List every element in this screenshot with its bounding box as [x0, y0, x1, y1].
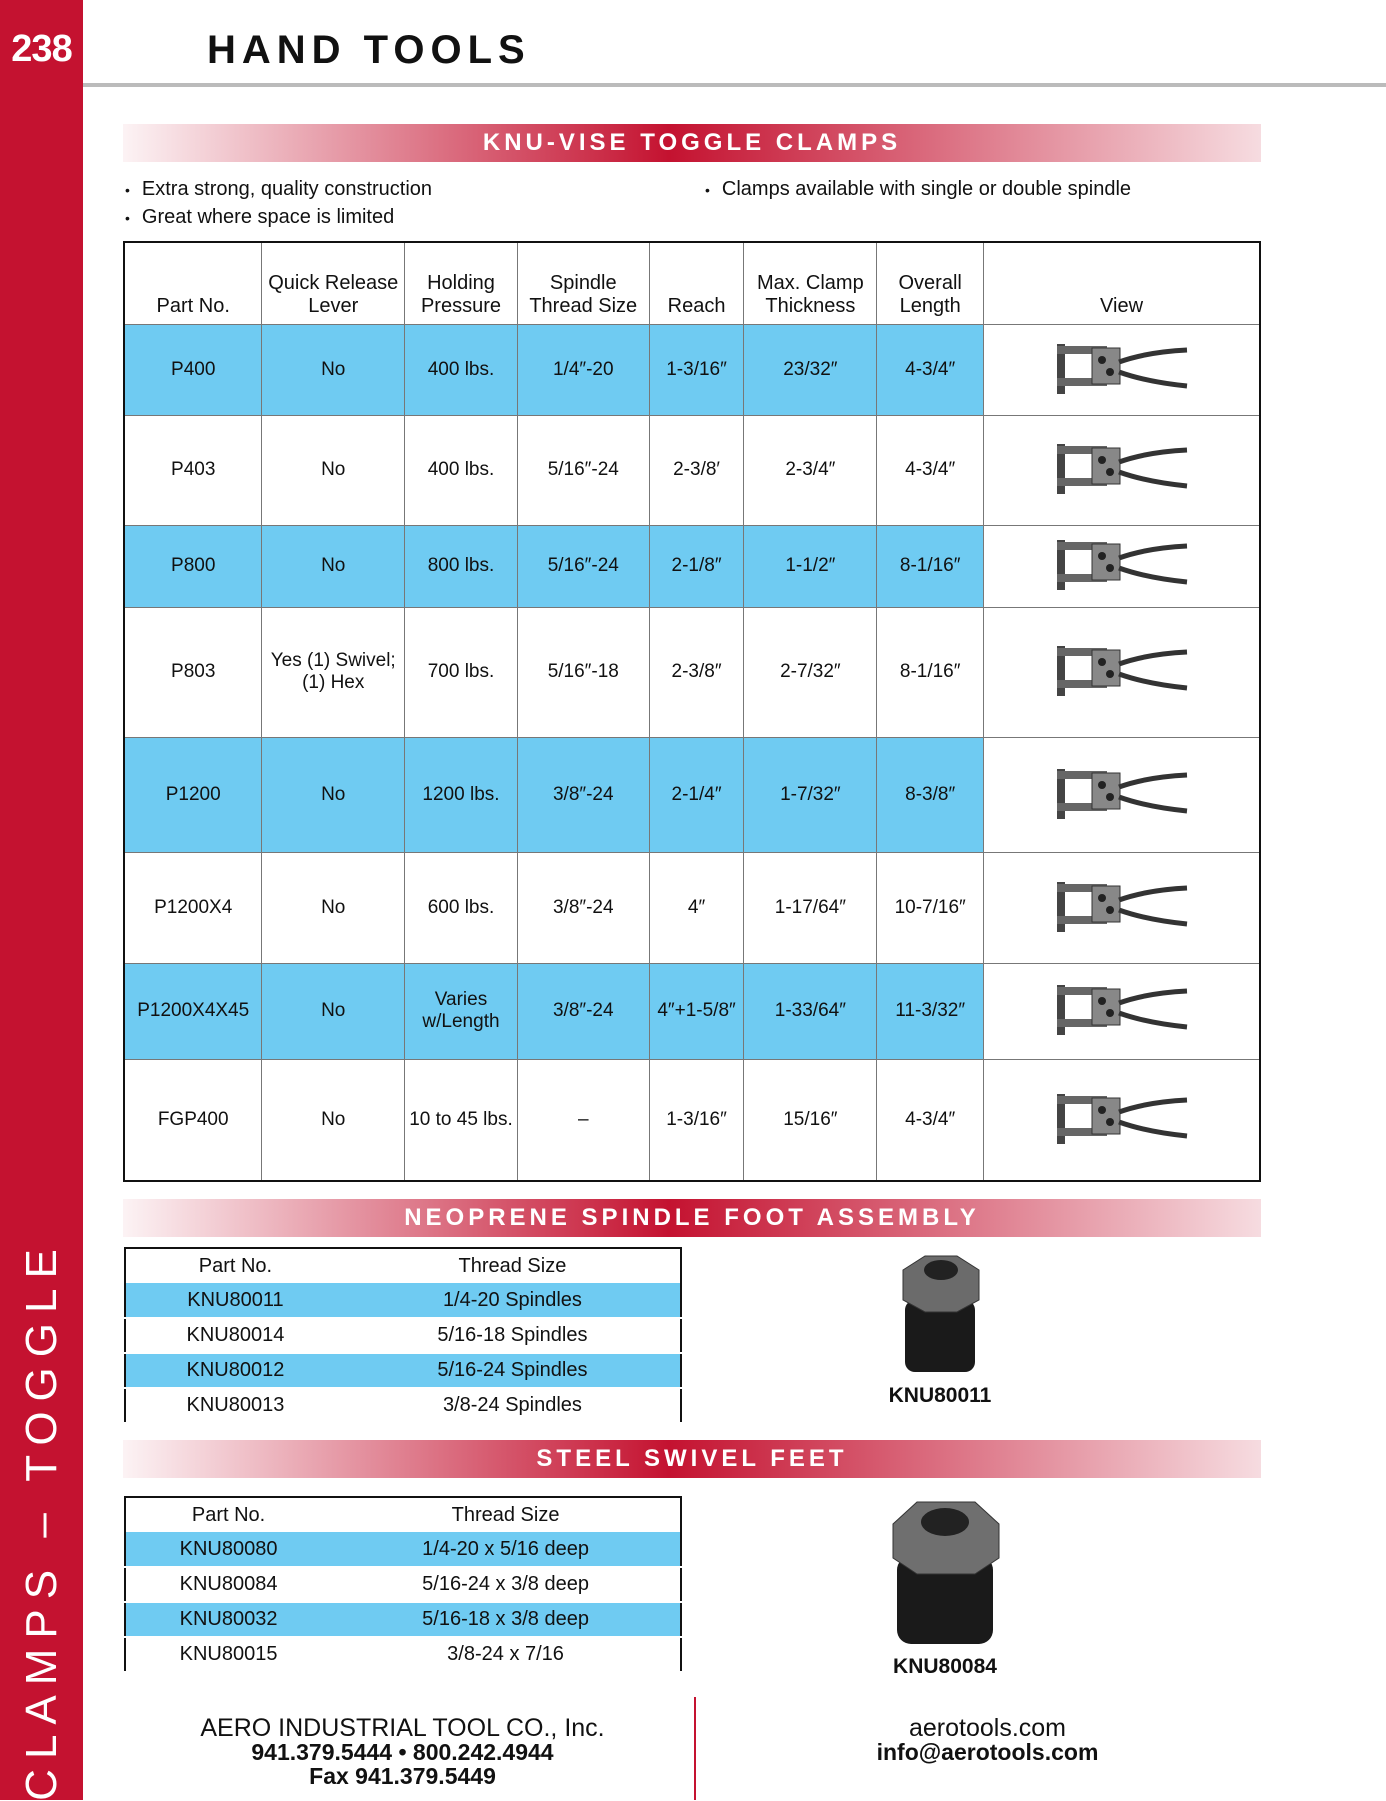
footer-contact — [800, 1716, 1175, 1764]
footer-divider — [694, 1697, 696, 1800]
table-cell: 600 lbs. — [405, 852, 518, 963]
table-cell: FGP400 — [124, 1059, 262, 1181]
company-name: AERO INDUSTRIAL TOOL CO., Inc. — [200, 1714, 605, 1742]
table-cell: KNU80014 — [125, 1318, 345, 1353]
header-rule — [83, 83, 1386, 87]
table-cell: 2-1/8″ — [649, 525, 744, 607]
column-header: Part No. — [191, 1503, 266, 1526]
table-cell: 1/4-20 Spindles — [345, 1283, 681, 1318]
table-row — [125, 1283, 681, 1318]
table-cell: KNU80080 — [125, 1532, 331, 1567]
table-cell: 5/16-24 x 3/8 deep — [331, 1567, 681, 1602]
table-cell: 2-7/32″ — [744, 607, 877, 737]
clamp-view-image — [984, 852, 1260, 963]
table-cell: 3/8-24 Spindles — [345, 1388, 681, 1423]
neoprene-product — [880, 1250, 1000, 1408]
neoprene-image-label: KNU80011 — [888, 1384, 992, 1407]
table-cell: No — [262, 852, 405, 963]
table-cell: 2-3/8′ — [649, 415, 744, 525]
section-title: HAND TOOLS — [207, 28, 531, 72]
clamp-view-image — [984, 525, 1260, 607]
table-cell: 800 lbs. — [405, 525, 518, 607]
table-cell: P1200X4X45 — [124, 963, 262, 1059]
table-cell: Varies w/Length — [405, 963, 518, 1059]
swivel-foot-image — [885, 1496, 1005, 1646]
table-cell: 1-17/64″ — [744, 852, 877, 963]
swivel-image-label: KNU80084 — [893, 1655, 997, 1678]
table-cell: KNU80013 — [125, 1388, 345, 1423]
table-cell: KNU80084 — [125, 1567, 331, 1602]
company-fax: Fax 941.379.5449 — [309, 1763, 496, 1789]
table-cell: 3/8-24 x 7/16 — [331, 1637, 681, 1672]
table-cell: 5/16-24 Spindles — [345, 1353, 681, 1388]
email-link[interactable]: info@aerotools.com — [876, 1739, 1099, 1765]
table-cell: 3/8″-24 — [517, 963, 649, 1059]
table-row — [125, 1637, 681, 1672]
table-cell: 5/16-18 x 3/8 deep — [331, 1602, 681, 1637]
clamp-view-image — [984, 415, 1260, 525]
table-cell: 2-3/4″ — [744, 415, 877, 525]
table-row — [125, 1318, 681, 1353]
table-cell: P1200 — [124, 737, 262, 852]
table-cell: 8-3/8″ — [877, 737, 984, 852]
table-cell: 1/4-20 x 5/16 deep — [331, 1532, 681, 1567]
neoprene-foot-image — [895, 1250, 985, 1375]
column-header: Quick Release Lever — [262, 242, 405, 324]
table-cell: 2-3/8″ — [649, 607, 744, 737]
table-cell: No — [262, 324, 405, 415]
banner-swivel: STEEL SWIVEL FEET — [123, 1440, 1261, 1478]
table-cell: Yes (1) Swivel; (1) Hex — [262, 607, 405, 737]
bullet: • Great where space is limited — [125, 206, 432, 229]
table-row — [125, 1532, 681, 1567]
clamp-view-image — [984, 324, 1260, 415]
table-cell: 1-33/64″ — [744, 963, 877, 1059]
website-link[interactable]: aerotools.com — [908, 1714, 1067, 1742]
table-cell: 8-1/16″ — [877, 525, 984, 607]
table-cell: 400 lbs. — [405, 415, 518, 525]
bullet: • Extra strong, quality construction — [125, 178, 432, 201]
table-cell: P403 — [124, 415, 262, 525]
column-header: Max. Clamp Thickness — [744, 242, 877, 324]
clamp-view-image — [984, 607, 1260, 737]
column-header: Thread Size — [451, 1503, 560, 1526]
column-header: Thread Size — [458, 1254, 567, 1277]
table-cell: 5/16″-24 — [517, 415, 649, 525]
table-cell: 10 to 45 lbs. — [405, 1059, 518, 1181]
clamp-view-image — [984, 1059, 1260, 1181]
table-cell: 8-1/16″ — [877, 607, 984, 737]
column-header: Holding Pressure — [405, 242, 518, 324]
swivel-table — [124, 1496, 682, 1673]
table-cell: No — [262, 1059, 405, 1181]
table-row — [125, 1567, 681, 1602]
bullets-right — [705, 178, 1131, 206]
table-cell: KNU80012 — [125, 1353, 345, 1388]
clamp-view-image — [984, 963, 1260, 1059]
table-cell: P800 — [124, 525, 262, 607]
table-cell: 10-7/16″ — [877, 852, 984, 963]
table-cell: P803 — [124, 607, 262, 737]
column-header: Spindle Thread Size — [517, 242, 649, 324]
column-header: Reach — [649, 242, 744, 324]
company-phones: 941.379.5444 • 800.242.4944 — [251, 1739, 554, 1765]
neoprene-table — [124, 1247, 682, 1424]
table-cell: 5/16″-18 — [517, 607, 649, 737]
table-cell: – — [517, 1059, 649, 1181]
table-row — [125, 1353, 681, 1388]
table-cell: KNU80011 — [125, 1283, 345, 1318]
table-cell: No — [262, 737, 405, 852]
clamp-view-image — [984, 737, 1260, 852]
table-cell: 2-1/4″ — [649, 737, 744, 852]
table-row — [124, 324, 1260, 415]
column-header: Part No. — [198, 1254, 273, 1277]
table-cell: 4-3/4″ — [877, 415, 984, 525]
swivel-product — [880, 1496, 1010, 1679]
banner-neoprene: NEOPRENE SPINDLE FOOT ASSEMBLY — [123, 1199, 1261, 1237]
table-cell: 1-7/32″ — [744, 737, 877, 852]
column-header: View — [984, 242, 1260, 324]
table-cell: 1-3/16″ — [649, 1059, 744, 1181]
table-cell: 1/4″-20 — [517, 324, 649, 415]
table-row — [124, 415, 1260, 525]
table-cell: 1-3/16″ — [649, 324, 744, 415]
column-header: Part No. — [124, 242, 262, 324]
column-header: Overall Length — [877, 242, 984, 324]
table-cell: KNU80032 — [125, 1602, 331, 1637]
bullet: • Clamps available with single or double spindle — [705, 178, 1131, 201]
table-cell: 15/16″ — [744, 1059, 877, 1181]
table-cell: P400 — [124, 324, 262, 415]
table-cell: No — [262, 525, 405, 607]
table-row — [125, 1388, 681, 1423]
table-cell: 4″+1-5/8″ — [649, 963, 744, 1059]
table-row — [124, 852, 1260, 963]
table-cell: 4″ — [649, 852, 744, 963]
bullets-left — [125, 178, 432, 234]
table-cell: KNU80015 — [125, 1637, 331, 1672]
banner-toggle-clamps: KNU-VISE TOGGLE CLAMPS — [123, 124, 1261, 162]
table-row — [125, 1602, 681, 1637]
table-row — [124, 737, 1260, 852]
table-cell: 400 lbs. — [405, 324, 518, 415]
table-cell: 5/16-18 Spindles — [345, 1318, 681, 1353]
table-cell: 23/32″ — [744, 324, 877, 415]
page-number: 238 — [11, 28, 72, 70]
table-cell: 5/16″-24 — [517, 525, 649, 607]
table-cell: 3/8″-24 — [517, 852, 649, 963]
table-cell: 1200 lbs. — [405, 737, 518, 852]
table-cell: No — [262, 415, 405, 525]
table-cell: 3/8″-24 — [517, 737, 649, 852]
table-row — [124, 963, 1260, 1059]
table-cell: 4-3/4″ — [877, 1059, 984, 1181]
footer-company — [180, 1716, 625, 1788]
table-row — [124, 525, 1260, 607]
table-cell: 11-3/32″ — [877, 963, 984, 1059]
table-row — [124, 1059, 1260, 1181]
table-row — [124, 607, 1260, 737]
table-cell: 700 lbs. — [405, 607, 518, 737]
table-cell: 4-3/4″ — [877, 324, 984, 415]
side-label: CLAMPS – TOGGLE — [17, 1239, 66, 1801]
table-cell: 1-1/2″ — [744, 525, 877, 607]
table-cell: No — [262, 963, 405, 1059]
table-cell: P1200X4 — [124, 852, 262, 963]
toggle-clamps-table — [123, 241, 1261, 1182]
